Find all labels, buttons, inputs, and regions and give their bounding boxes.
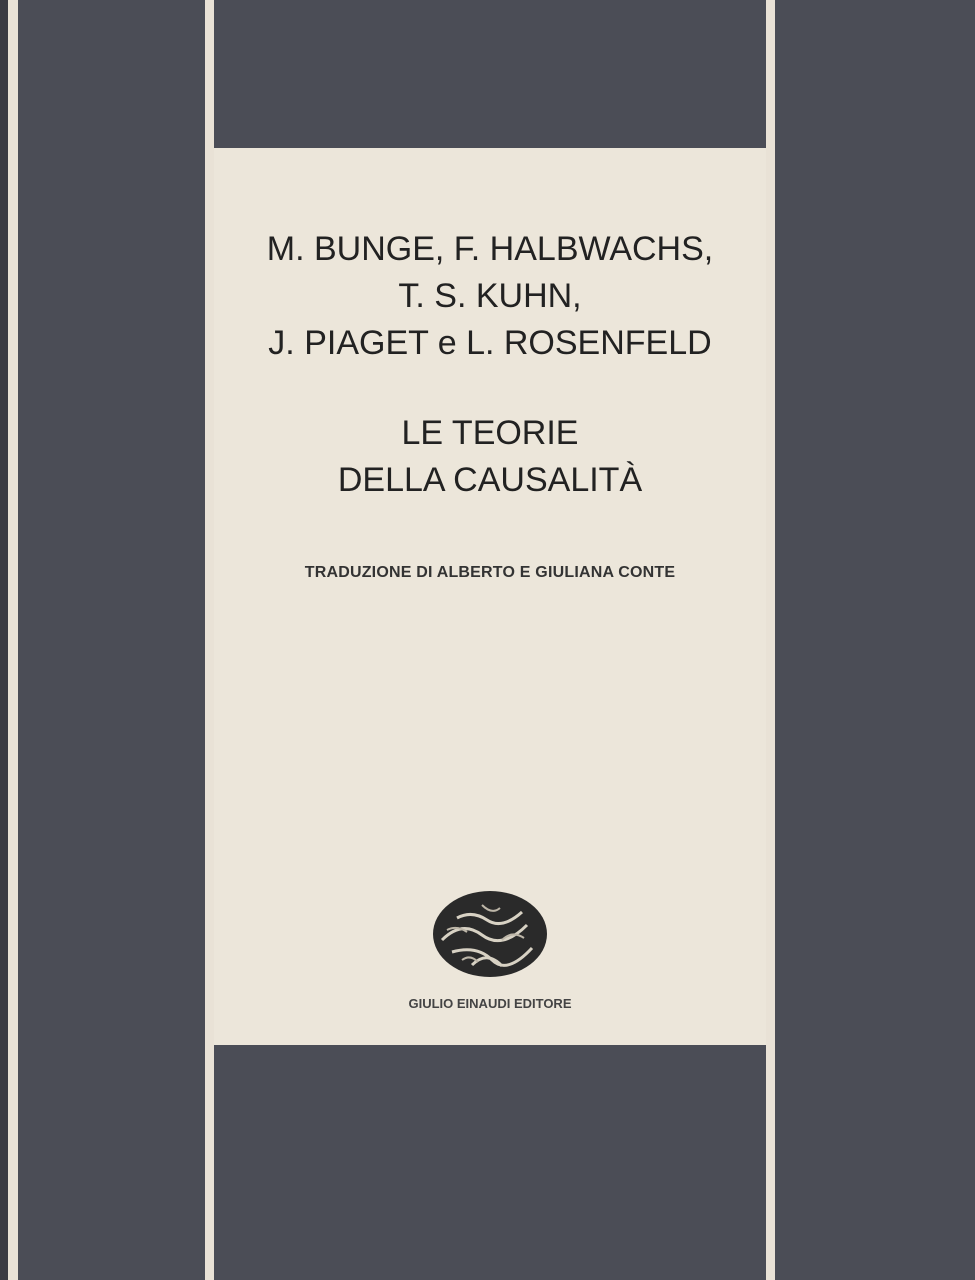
book-title xyxy=(214,410,766,504)
author-line: T. S. KUHN, xyxy=(398,277,582,315)
right-panel xyxy=(775,0,975,1280)
left-panel xyxy=(18,0,205,1280)
title-line: LE TEORIE xyxy=(401,414,579,452)
publisher-name: GIULIO EINAUDI EDITORE xyxy=(408,996,572,1011)
author-line: J. PIAGET e L. ROSENFELD xyxy=(268,324,712,362)
einaudi-ostrich-emblem-icon xyxy=(432,890,548,978)
cover-label xyxy=(214,148,766,1045)
title-line: DELLA CAUSALITÀ xyxy=(337,461,643,499)
top-block xyxy=(214,0,766,148)
author-line: M. BUNGE, F. HALBWACHS, xyxy=(266,230,714,268)
cover-edge xyxy=(0,0,8,1280)
authors xyxy=(214,226,766,367)
translator-credit: TRADUZIONE DI ALBERTO E GIULIANA CONTE xyxy=(304,564,676,581)
bottom-block xyxy=(214,1045,766,1280)
